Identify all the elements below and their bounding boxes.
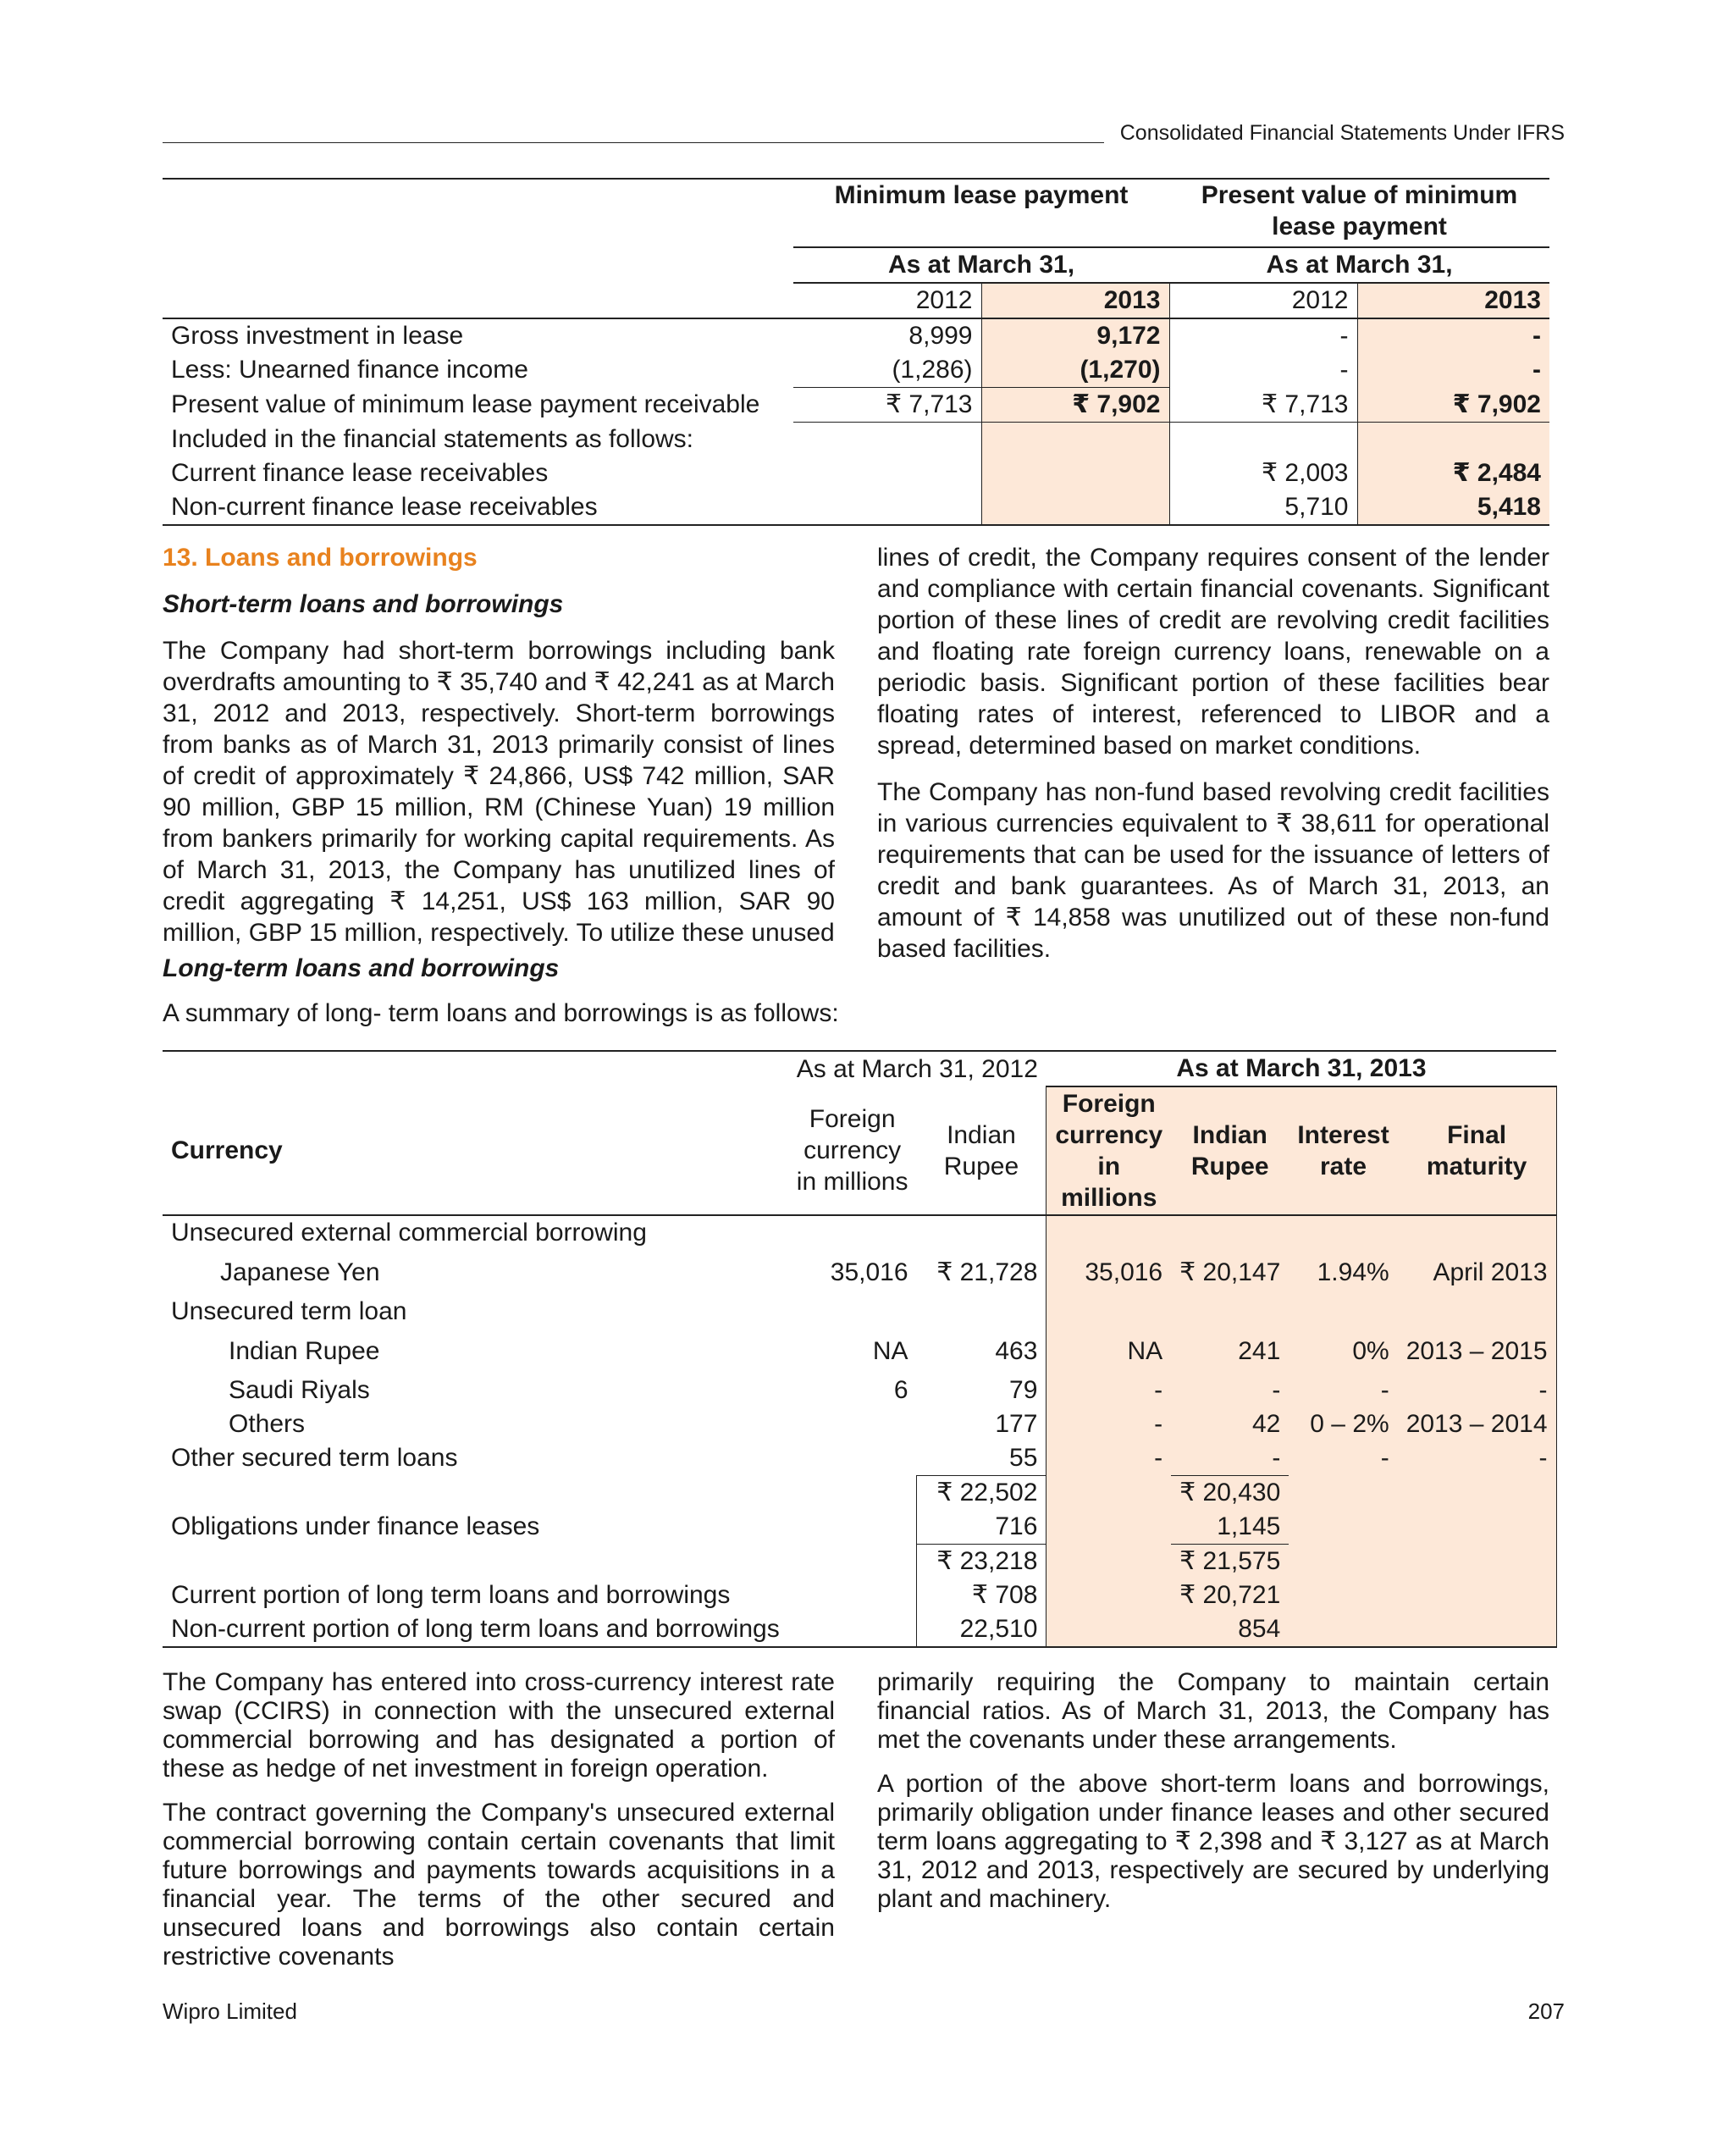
cell: ₹ 7,902	[1357, 388, 1549, 423]
cell	[788, 1295, 917, 1329]
loan-asat-2013: As at March 31, 2013	[1046, 1051, 1556, 1086]
cell	[1171, 1215, 1289, 1250]
cell	[1289, 1510, 1397, 1545]
short-term-heading: Short-term loans and borrowings	[163, 590, 564, 618]
cell	[1046, 1510, 1171, 1545]
cell: ₹ 2,003	[1169, 456, 1357, 490]
cell: 177	[917, 1407, 1046, 1441]
cell: 0%	[1289, 1329, 1397, 1374]
cell: 1,145	[1171, 1510, 1289, 1545]
lease-table	[163, 178, 1549, 526]
lease-year: 2012	[793, 283, 981, 318]
cell	[917, 1295, 1046, 1329]
table-row	[163, 456, 1549, 490]
header-title: Consolidated Financial Statements Under IFRS	[1119, 121, 1565, 145]
long-term-intro	[163, 953, 1549, 1029]
row-label: Unsecured external commercial borrowing	[171, 1219, 647, 1247]
cell	[1398, 1578, 1556, 1612]
cell	[1046, 1545, 1171, 1579]
secured-paragraph: A portion of the above short-term loans and borrowings, primarily obligation under finance leases and other secured term loans aggregating to ₹ 2,398 and ₹ 3,127 as at March 31, 2012 and 2013, respectively are secured by underlying plant and machinery.	[877, 1770, 1549, 1913]
cell: ₹ 21,575	[1171, 1545, 1289, 1579]
cell: -	[1169, 353, 1357, 388]
row-label: Non-current portion of long term loans and borrowings	[163, 1612, 788, 1647]
table-row	[163, 423, 1549, 457]
row-label: Non-current finance lease receivables	[163, 490, 793, 525]
cell	[1289, 1545, 1397, 1579]
cell: (1,270)	[981, 353, 1169, 388]
header-rate: Interest rate	[1289, 1086, 1397, 1215]
cell: 1.94%	[1289, 1250, 1397, 1295]
cell	[1398, 1545, 1556, 1579]
credit-lines-paragraph: lines of credit, the Company requires consent of the lender and compliance with certain financial covenants. Significant portion of these lines of credit are revolving credit facilities and floating rate foreign currency loans, renewable on a periodic basis. Significant portion of these facilities bear floating rates of interest, referenced to LIBOR and a spread, determined based on market conditions.	[877, 544, 1549, 760]
cell: ₹ 20,721	[1171, 1578, 1289, 1612]
cell	[1046, 1612, 1171, 1647]
cell	[1289, 1578, 1397, 1612]
header-ir-2013: Indian Rupee	[1171, 1086, 1289, 1215]
row-label: Less: Unearned finance income	[171, 356, 528, 384]
cell: -	[1357, 353, 1549, 388]
row-label: Obligations under finance leases	[171, 1512, 540, 1541]
cell: 854	[1171, 1612, 1289, 1647]
cell: 8,999	[908, 322, 973, 350]
cell	[1171, 1295, 1289, 1329]
cell	[1398, 1510, 1556, 1545]
cell: ₹ 7,902	[981, 388, 1169, 423]
cell: 22,510	[917, 1612, 1046, 1647]
table-row	[163, 1250, 1556, 1295]
header-fc-2013: Foreign currency in millions	[1046, 1086, 1171, 1215]
cell	[1398, 1215, 1556, 1250]
table-row	[163, 1510, 1556, 1545]
lease-year: 2013	[1357, 283, 1549, 318]
cell	[788, 1476, 917, 1511]
cell: NA	[872, 1336, 908, 1365]
row-label	[163, 1476, 788, 1511]
table-row	[163, 1476, 1556, 1511]
table-row	[163, 388, 1549, 423]
long-term-heading: Long-term loans and borrowings	[163, 954, 560, 982]
cell: -	[1169, 318, 1357, 353]
table-row	[163, 1329, 1556, 1374]
cell	[1046, 1295, 1171, 1329]
cell: ₹ 22,502	[917, 1476, 1046, 1511]
section-heading: 13. Loans and borrowings	[163, 544, 478, 572]
cell	[1046, 1476, 1171, 1511]
table-row	[163, 1407, 1556, 1441]
cell: 716	[917, 1510, 1046, 1545]
header-rule	[163, 142, 1104, 143]
loan-table	[163, 1050, 1557, 1648]
table-row	[163, 353, 1549, 388]
lease-year: 2012	[1169, 283, 1357, 318]
cell: 9,172	[981, 318, 1169, 353]
cell: ₹ 21,728	[917, 1250, 1046, 1295]
cell	[1398, 1612, 1556, 1647]
non-fund-paragraph: The Company has non-fund based revolving credit facilities in various currencies equivalent to ₹ 38,611 for operational requirements that can be used for the issuance of letters of credit and bank guarantees. As of March 31, 2013, an amount of ₹ 14,858 was unutilized out of these non-fund based facilities.	[877, 778, 1549, 963]
row-label: Current finance lease receivables	[171, 459, 549, 487]
cell: -	[1289, 1441, 1397, 1476]
cell	[1046, 1215, 1171, 1250]
cell	[788, 1407, 917, 1441]
bottom-left-column	[163, 1668, 835, 1987]
cell: -	[1171, 1374, 1289, 1407]
cell	[788, 1441, 917, 1476]
cell: ₹ 20,147	[1171, 1250, 1289, 1295]
table-row	[163, 1545, 1556, 1579]
cell: 5,710	[1169, 490, 1357, 525]
header-currency: Currency	[163, 1086, 788, 1215]
row-label: Gross investment in lease	[171, 322, 464, 350]
covenants-paragraph: The contract governing the Company's unsecured external commercial borrowing contain certain covenants that limit future borrowings and payments towards acquisitions in a financial year. The terms of the other secured and unsecured loans and borrowings also contain certain restrictive covenants	[163, 1799, 835, 1971]
footer-page-number: 207	[1527, 1998, 1565, 2024]
ccirs-paragraph: The Company has entered into cross-currency interest rate swap (CCIRS) in connection with the unsecured external commercial borrowing and has designated a portion of these as hedge of net investment in foreign operation.	[163, 1668, 835, 1783]
cell	[917, 1215, 1046, 1250]
table-row	[163, 1374, 1556, 1407]
header-ir-2012: Indian Rupee	[917, 1086, 1046, 1215]
cell	[1289, 1476, 1397, 1511]
cell	[788, 1545, 917, 1579]
cell: ₹ 20,430	[1171, 1476, 1289, 1511]
table-row	[163, 318, 1549, 353]
row-label: Indian Rupee	[229, 1336, 380, 1365]
short-term-paragraph: The Company had short-term borrowings including bank overdrafts amounting to ₹ 35,740 and ₹ 42,241 as at March 31, 2012 and 2013, respectively. Short-term borrowings from banks as of March 31, 2013 primarily consist of lines of credit of approximately ₹ 24,866, US$ 742 million, SAR 90 million, GBP 15 million, RM (Chinese Yuan) 19 million from bankers primarily for working capital requirements. As of March 31, 2013, the Company has unutilized lines of credit aggregating ₹ 14,251, US$ 163 million, SAR 90 million, GBP 15 million, respectively. To utilize these unused	[163, 637, 835, 947]
cell: 0 – 2%	[1289, 1407, 1397, 1441]
row-label	[163, 1545, 788, 1579]
cell: ₹ 708	[917, 1578, 1046, 1612]
left-column	[163, 542, 835, 964]
table-row	[163, 1441, 1556, 1476]
table-row	[163, 1295, 1556, 1329]
cell: 2013 – 2015	[1398, 1329, 1556, 1374]
cell: 2013 – 2014	[1398, 1407, 1556, 1441]
header-fc-2012: Foreign currency in millions	[788, 1086, 917, 1215]
row-label: Other secured term loans	[171, 1444, 458, 1473]
cell: 35,016	[1046, 1250, 1171, 1295]
row-label: Unsecured term loan	[171, 1297, 407, 1325]
lease-asat-1: As at March 31,	[793, 247, 1169, 283]
ratios-paragraph: primarily requiring the Company to maintain certain financial ratios. As of March 31, 2013, the Company has met the covenants under these arrangements.	[877, 1668, 1549, 1754]
cell: ₹ 7,713	[1169, 388, 1357, 423]
table-row	[163, 490, 1549, 525]
right-column	[877, 542, 1549, 980]
lease-group-min: Minimum lease payment	[793, 179, 1169, 247]
cell: -	[1357, 318, 1549, 353]
cell: April 2013	[1398, 1250, 1556, 1295]
cell: 5,418	[1357, 490, 1549, 525]
cell: 241	[1171, 1329, 1289, 1374]
cell: 35,016	[830, 1258, 908, 1286]
long-term-summary: A summary of long- term loans and borrowings is as follows:	[163, 999, 839, 1027]
row-label: Japanese Yen	[220, 1258, 380, 1286]
cell	[1289, 1215, 1397, 1250]
cell: -	[1046, 1374, 1171, 1407]
table-row	[163, 1215, 1556, 1250]
cell: 55	[917, 1441, 1046, 1476]
cell: 463	[917, 1329, 1046, 1374]
cell: 42	[1171, 1407, 1289, 1441]
cell: NA	[1046, 1329, 1171, 1374]
cell	[788, 1510, 917, 1545]
cell: ₹ 23,218	[917, 1545, 1046, 1579]
lease-asat-2: As at March 31,	[1169, 247, 1549, 283]
cell	[788, 1215, 917, 1250]
row-label: Included in the financial statements as follows:	[171, 424, 694, 453]
cell: 79	[917, 1374, 1046, 1407]
cell	[1289, 1295, 1397, 1329]
lease-group-pv: Present value of minimum lease payment	[1169, 179, 1549, 247]
row-label: Current portion of long term loans and borrowings	[171, 1581, 731, 1609]
cell	[1398, 1476, 1556, 1511]
table-row	[163, 1578, 1556, 1612]
cell: ₹ 2,484	[1357, 456, 1549, 490]
loan-asat-2012: As at March 31, 2012	[788, 1051, 1046, 1086]
cell: -	[1171, 1441, 1289, 1476]
row-label: Saudi Riyals	[229, 1376, 370, 1404]
cell	[788, 1612, 917, 1647]
footer-company: Wipro Limited	[163, 1998, 297, 2024]
cell: 6	[893, 1376, 908, 1404]
cell: -	[1398, 1441, 1556, 1476]
cell: -	[1289, 1374, 1397, 1407]
cell: -	[1046, 1407, 1171, 1441]
row-label: Present value of minimum lease payment receivable	[171, 390, 760, 418]
row-label: Others	[229, 1410, 306, 1438]
bottom-right-column	[877, 1668, 1549, 1929]
cell: ₹ 7,713	[793, 388, 981, 423]
cell: (1,286)	[793, 353, 981, 388]
lease-year: 2013	[981, 283, 1169, 318]
cell: -	[1398, 1374, 1556, 1407]
cell	[1046, 1578, 1171, 1612]
cell	[788, 1578, 917, 1612]
cell	[1289, 1612, 1397, 1647]
cell	[1398, 1295, 1556, 1329]
header-maturity: Final maturity	[1398, 1086, 1556, 1215]
table-row	[163, 1612, 1556, 1647]
cell: -	[1046, 1441, 1171, 1476]
